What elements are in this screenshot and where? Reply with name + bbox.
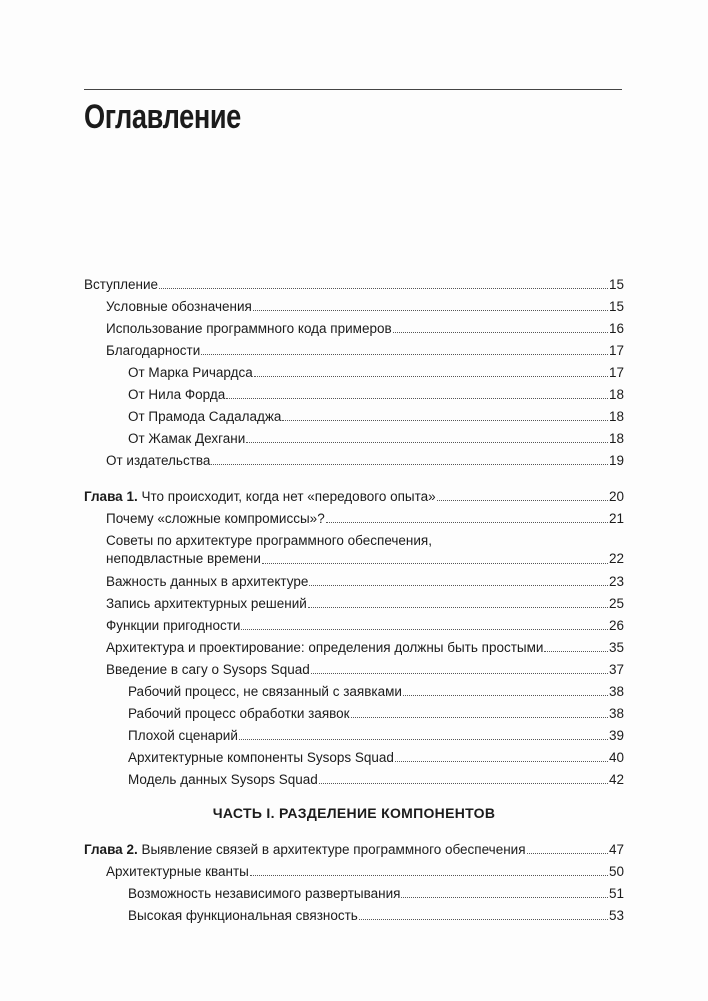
page-number: 42 xyxy=(608,772,624,787)
toc-entry[interactable]: Плохой сценарий 39 xyxy=(128,728,624,743)
page-number: 51 xyxy=(608,886,624,901)
page-title: Оглавление xyxy=(84,98,241,136)
toc-entry[interactable]: Рабочий процесс, не связанный с заявками 38 xyxy=(128,684,624,699)
chapter-label: Глава 2. xyxy=(84,842,138,857)
toc-entry[interactable]: От издательства 19 xyxy=(106,453,624,468)
page-number: 35 xyxy=(608,640,624,655)
toc-entry[interactable]: Запись архитектурных решений 25 xyxy=(106,596,624,611)
page-number: 26 xyxy=(608,618,624,633)
toc-entry[interactable]: Модель данных Sysops Squad 42 xyxy=(128,772,624,787)
toc-entry[interactable]: Архитектурные компоненты Sysops Squad 40 xyxy=(128,750,624,765)
page-number: 25 xyxy=(608,596,624,611)
page-number: 40 xyxy=(608,750,624,765)
toc-entry[interactable]: Архитектурные кванты 50 xyxy=(106,864,624,879)
toc-entry[interactable]: Рабочий процесс обработки заявок 38 xyxy=(128,706,624,721)
toc-entry-multiline[interactable]: Советы по архитектуре программного обеспечения, неподвластные времени 22 xyxy=(106,533,624,566)
toc-chapter-2[interactable]: Глава 2. Выявление связей в архитектуре программного обеспечения 47 xyxy=(84,842,624,857)
toc-entry[interactable]: Использование программного кода примеров 16 xyxy=(106,321,624,336)
page-number: 47 xyxy=(608,842,624,857)
toc-entry[interactable]: Важность данных в архитектуре 23 xyxy=(106,574,624,589)
toc-entry[interactable]: От Жамак Дехгани 18 xyxy=(128,431,624,446)
page-number: 22 xyxy=(608,551,624,566)
page-number: 21 xyxy=(608,511,624,526)
chapter-label: Глава 1. xyxy=(84,489,138,504)
toc-entry[interactable]: От Нила Форда 18 xyxy=(128,387,624,402)
toc-entry[interactable]: Введение в сагу о Sysops Squad 37 xyxy=(106,662,624,677)
table-of-contents xyxy=(84,271,624,924)
page-number: 19 xyxy=(608,453,624,468)
page-number: 18 xyxy=(608,387,624,402)
page-number: 38 xyxy=(608,684,624,699)
toc-entry[interactable]: От Прамода Садаладжа 18 xyxy=(128,409,624,424)
page-number: 38 xyxy=(608,706,624,721)
toc-entry[interactable]: Почему «сложные компромиссы»? 21 xyxy=(106,511,624,526)
page-number: 20 xyxy=(608,489,624,504)
page-number: 18 xyxy=(608,431,624,446)
page-number: 50 xyxy=(608,864,624,879)
page-number: 15 xyxy=(608,299,624,314)
toc-entry[interactable]: Архитектура и проектирование: определения должны быть простыми 35 xyxy=(106,640,624,655)
page-number: 53 xyxy=(608,908,624,923)
page-number: 16 xyxy=(608,321,624,336)
toc-chapter-1[interactable]: Глава 1. Что происходит, когда нет «передового опыта» 20 xyxy=(84,489,624,504)
page-number: 17 xyxy=(608,343,624,358)
toc-entry[interactable]: Благодарности 17 xyxy=(106,343,624,358)
top-rule xyxy=(84,89,622,90)
page-number: 39 xyxy=(608,728,624,743)
part-heading: ЧАСТЬ I. РАЗДЕЛЕНИЕ КОМПОНЕНТОВ xyxy=(212,805,496,821)
page-number: 15 xyxy=(608,277,624,292)
toc-entry[interactable]: От Марка Ричардса 17 xyxy=(128,365,624,380)
page-number: 37 xyxy=(608,662,624,677)
toc-entry[interactable]: Возможность независимого развертывания 51 xyxy=(128,886,624,901)
page-number: 23 xyxy=(608,574,624,589)
page-number: 18 xyxy=(608,409,624,424)
toc-entry[interactable]: Высокая функциональная связность 53 xyxy=(128,908,624,923)
toc-entry[interactable]: Функции пригодности 26 xyxy=(106,618,624,633)
page-number: 17 xyxy=(608,365,624,380)
toc-entry[interactable]: Условные обозначения 15 xyxy=(106,299,624,314)
toc-entry-intro[interactable]: Вступление 15 xyxy=(84,277,624,292)
